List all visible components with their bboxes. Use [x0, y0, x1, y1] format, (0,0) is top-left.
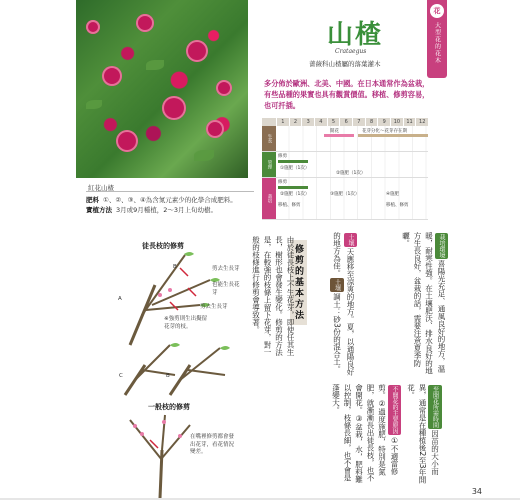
care-fert1-label: ①施肥（1次）: [280, 166, 310, 171]
month-label: 4: [314, 118, 327, 126]
month-label: 10: [390, 118, 403, 126]
care-calendar: [262, 118, 428, 208]
bloom-bar: [324, 134, 354, 137]
pot-transplant-label: 移植、修剪: [278, 203, 301, 208]
month-label: 7: [352, 118, 365, 126]
top-diagram-title: 徒長枝的修剪: [142, 242, 184, 250]
care-fert2-label: ②施肥（1次）: [336, 171, 366, 176]
chapter-tab-label: 大型花的花木: [433, 22, 441, 64]
transplant-label: 實植方法: [86, 206, 112, 214]
flower-time-column: [405, 384, 442, 484]
pot-prune-bar: [278, 186, 308, 189]
month-label: 8: [365, 118, 378, 126]
plant-family: 薔薇科山楂屬的落葉灌木: [309, 60, 381, 68]
pot-prune-label: 修剪: [278, 180, 287, 185]
diagram-label-a: A: [118, 296, 122, 302]
month-label: 9: [377, 118, 390, 126]
environment-title: 栽培環境: [435, 233, 449, 259]
top-note-2: 也能生長花芽: [212, 282, 240, 296]
flower-time-title: 至開花所需時間: [428, 385, 442, 429]
prune-section-title: 修剪的基本方法: [290, 240, 307, 325]
month-label: 1: [276, 118, 289, 126]
fertilizer-text: ①、②、③、④為含氮元素少的化學合成肥料。: [103, 196, 237, 204]
pot-fert2-label: ②施肥（1次）: [280, 192, 310, 197]
no-flower-item: ③盆栽，水，肥料難以控制，枝條長細，也不會是蓬變大。: [331, 384, 364, 483]
no-flower-column: [330, 384, 401, 484]
latin-name: Crataegus: [335, 48, 367, 55]
month-label: 2: [289, 118, 302, 126]
top-note-3: ※強剪則生出擬留花芽的枝。: [164, 316, 208, 330]
diagram-label-b-2: B: [166, 373, 170, 379]
environment-column: [400, 232, 448, 380]
soil-tag-2: 土壤: [330, 278, 344, 292]
info-box: [86, 191, 254, 221]
chapter-tab-icon: 花: [430, 4, 444, 18]
row-label: 管理: [262, 152, 276, 177]
plant-title: 山楂: [326, 20, 383, 50]
no-flower-item: ①不適當修剪。: [377, 384, 399, 475]
top-note-4: 剪去生長芽: [200, 304, 228, 310]
diagram-label-c: C: [119, 373, 123, 379]
environment-text: 喜陽光充足、通風良好的地方，溫暖，耐寒性強。在土壤肥沃、排水良好的地方生長良好，盆栽的話，需要注意夏季防曬。: [401, 232, 446, 375]
bottom-diagram-title: 一般枝的修剪: [148, 403, 190, 411]
fertilizer-label: 肥料: [86, 196, 99, 204]
plant-photo: [76, 0, 248, 178]
month-label: 5: [327, 118, 340, 126]
row-label: 生長: [262, 126, 276, 151]
top-note-1: 剪去生長芽: [212, 266, 240, 272]
month-label: 11: [403, 118, 416, 126]
month-label: 12: [415, 118, 428, 126]
flower-time-text: 因苗的大小而異，通常是在種植後2至3年開花。: [406, 384, 440, 484]
pot-transplant-label-2: 移植、修剪: [386, 203, 409, 208]
care-prune-label: 修剪: [278, 154, 287, 159]
row-label: 栽培: [262, 178, 276, 219]
diagram-label-b: B: [173, 264, 177, 270]
bottom-note: 在嘴裡修剪都會發出花芽，看花情況變差。: [190, 434, 235, 455]
calendar-row-pot: [262, 178, 428, 220]
calendar-row-care: [262, 152, 428, 178]
soil-tag: 土壤: [344, 233, 358, 247]
page-number: 34: [471, 487, 482, 496]
no-flower-item: ②過度施肥，特別是氮肥，就漸漸長出徒長枝，也不會開花。: [354, 384, 387, 482]
photo-caption: 紅花山楂: [88, 184, 114, 192]
pot-fert3-label: ③施肥（1次）: [330, 192, 360, 197]
chapter-tab[interactable]: [427, 0, 447, 78]
prune-column: [250, 236, 296, 356]
bloom-label: 開花: [330, 129, 339, 134]
calendar-row-growth: [262, 126, 428, 152]
no-flower-title: 不開花的主要原因: [388, 385, 402, 435]
soil-text-2: 調土：砂3份的混合土。: [332, 293, 342, 373]
prune-text: 由於徒長枝上不生花芽，即使任其生長，樹形也會發生變化。修剪的方法是，在較強的枝條上留下花芽，對一般的枝條進行修剪會導致著。: [251, 236, 295, 356]
calendar-months: [262, 118, 428, 126]
pot-fert4-label: ④施肥: [386, 192, 400, 197]
month-label: 6: [339, 118, 352, 126]
middle-branch-diagram: [100, 340, 250, 400]
bud-label: 花芽分化～花芽存在期: [362, 129, 407, 134]
bud-bar: [358, 134, 428, 137]
care-prune-bar: [278, 160, 308, 163]
plant-intro: 多分佈於歐洲、北美、中國。在日本通常作為盆栽，有些品種的果實也具有觀賞價值。移植、修剪容易，也可扦插。: [264, 79, 430, 110]
soil-text: 天應移至涼爽的地方。夏，以通陽良好的地方為佳。: [332, 232, 355, 376]
soil-column: [330, 232, 357, 380]
transplant-text: 3月或9月種植，2～3月上旬幼樹。: [116, 206, 218, 214]
month-label: 3: [301, 118, 314, 126]
